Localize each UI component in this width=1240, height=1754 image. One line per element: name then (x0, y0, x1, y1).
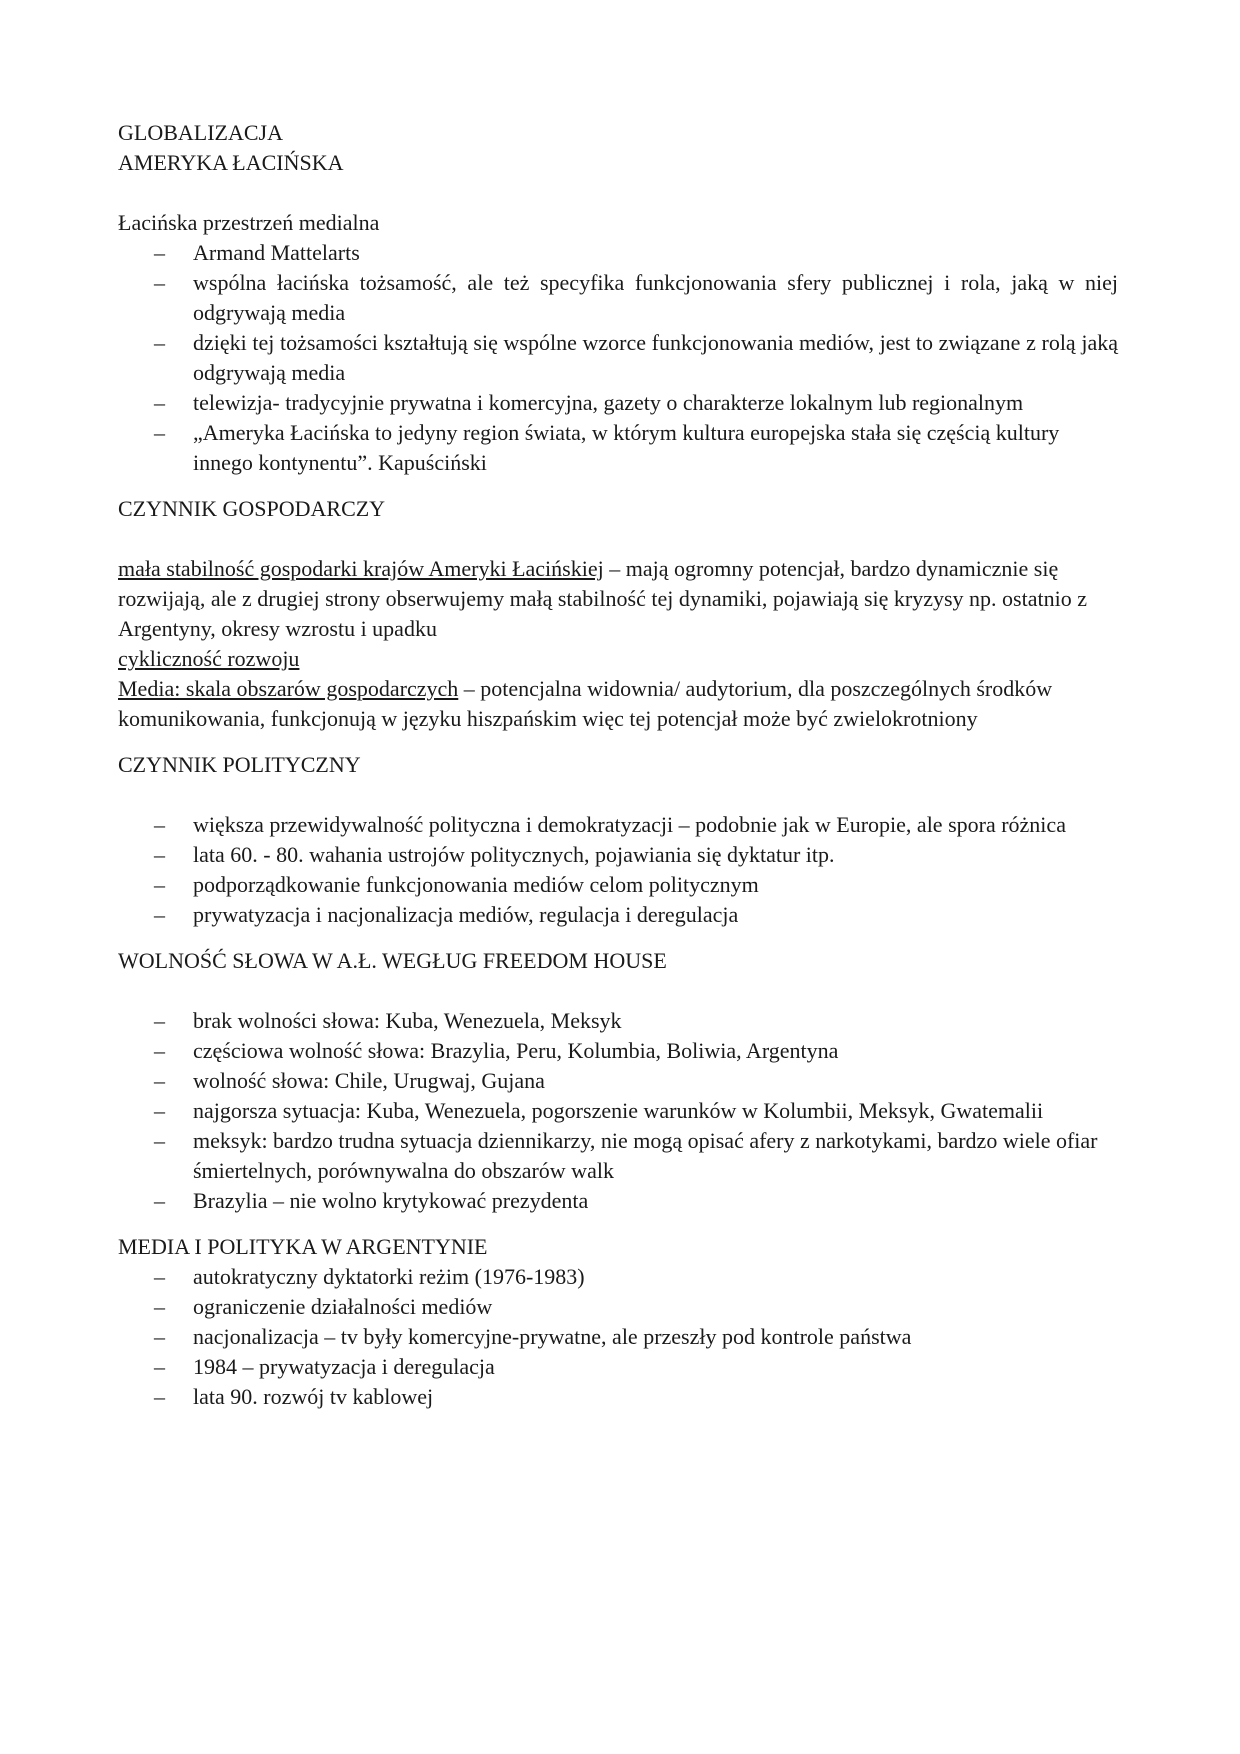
economic-paragraph-3 (118, 674, 1118, 734)
list-item: – nacjonalizacja – tv były komercyjne-prywatne, ale przeszły pod kontrole państwa (118, 1322, 1118, 1352)
list-item: – prywatyzacja i nacjonalizacja mediów, regulacja i deregulacja (118, 900, 1118, 930)
argentina-heading: MEDIA I POLITYKA W ARGENTYNIE (118, 1234, 488, 1259)
intro-heading: Łacińska przestrzeń medialna (118, 210, 380, 235)
list-item: – Armand Mattelarts (118, 238, 1118, 268)
doc-title-line-1: GLOBALIZACJA (118, 120, 283, 145)
freedom-heading: WOLNOŚĆ SŁOWA W A.Ł. WEGŁUG FREEDOM HOUSE (118, 948, 667, 973)
freedom-list (118, 1006, 1118, 1216)
list-item: – lata 90. rozwój tv kablowej (118, 1382, 1118, 1412)
argentina-list (118, 1262, 1118, 1412)
economic-underlined-1: mała stabilność gospodarki krajów Ameryki Łacińskiej (118, 556, 604, 581)
list-item: – lata 60. - 80. wahania ustrojów politycznych, pojawiania się dyktatur itp. (118, 840, 1118, 870)
list-item: – ograniczenie działalności mediów (118, 1292, 1118, 1322)
economic-text-3: – potencjalna widownia/ audytorium, dla poszczególnych środków komunikowania, funkcjonują w języku hiszpańskim więc tej potencjał może być zwielokrotniony (118, 676, 1053, 731)
economic-paragraph-2 (118, 644, 1118, 674)
doc-title-line-2: AMERYKA ŁACIŃSKA (118, 150, 344, 175)
political-heading: CZYNNIK POLITYCZNY (118, 752, 361, 777)
economic-text-1: – mają ogromny potencjał, bardzo dynamicznie się rozwijają, ale z drugiej strony obserwujemy małą stabilność tej dynamiki, pojawiają się kryzysy np. ostatnio z Argentyny, okresy wzrostu i upadku (118, 556, 1087, 641)
list-item: – „Ameryka Łacińska to jedyny region świata, w którym kultura europejska stała się częścią kultury innego kontynentu”. Kapuściński (118, 418, 1118, 478)
list-item: – Brazylia – nie wolno krytykować prezydenta (118, 1186, 1118, 1216)
list-item: – częściowa wolność słowa: Brazylia, Peru, Kolumbia, Boliwia, Argentyna (118, 1036, 1118, 1066)
list-item: – najgorsza sytuacja: Kuba, Wenezuela, pogorszenie warunków w Kolumbii, Meksyk, Gwatemalii (118, 1096, 1118, 1126)
document-body (118, 118, 1118, 1412)
list-item: – autokratyczny dyktatorki reżim (1976-1983) (118, 1262, 1118, 1292)
list-item: – wspólna łacińska tożsamość, ale też specyfika funkcjonowania sfery publicznej i rola, jaką w niej odgrywają media (118, 268, 1118, 328)
list-item: – podporządkowanie funkcjonowania mediów celom politycznym (118, 870, 1118, 900)
list-item: – większa przewidywalność polityczna i demokratyzacji – podobnie jak w Europie, ale spora różnica (118, 810, 1118, 840)
political-list (118, 810, 1118, 930)
list-item: – 1984 – prywatyzacja i deregulacja (118, 1352, 1118, 1382)
list-item: – wolność słowa: Chile, Urugwaj, Gujana (118, 1066, 1118, 1096)
economic-underlined-3: Media: skala obszarów gospodarczych (118, 676, 459, 701)
economic-paragraph-1 (118, 554, 1118, 644)
list-item: – meksyk: bardzo trudna sytuacja dziennikarzy, nie mogą opisać afery z narkotykami, bardzo wiele ofiar śmiertelnych, porównywalna do obszarów walk (118, 1126, 1118, 1186)
economic-underlined-2: cykliczność rozwoju (118, 646, 300, 671)
intro-list (118, 238, 1118, 478)
economic-heading: CZYNNIK GOSPODARCZY (118, 496, 386, 521)
list-item: – dzięki tej tożsamości kształtują się wspólne wzorce funkcjonowania mediów, jest to związane z rolą jaką odgrywają media (118, 328, 1118, 388)
list-item: – telewizja- tradycyjnie prywatna i komercyjna, gazety o charakterze lokalnym lub regionalnym (118, 388, 1118, 418)
list-item: – brak wolności słowa: Kuba, Wenezuela, Meksyk (118, 1006, 1118, 1036)
